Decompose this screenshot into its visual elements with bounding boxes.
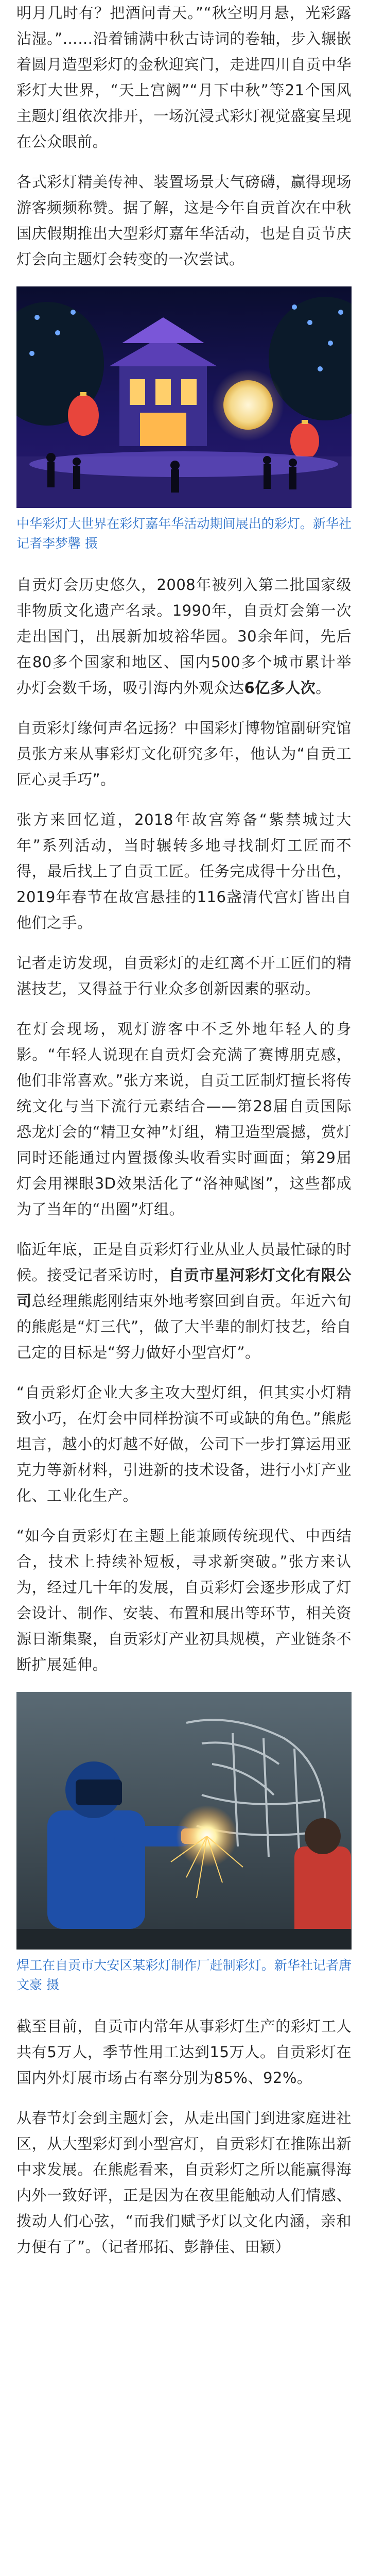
article-paragraph-3 xyxy=(16,572,352,701)
photo-caption-1: 中华彩灯大世界在彩灯嘉年华活动期间展出的彩灯。新华社记者李梦馨 摄 xyxy=(16,516,352,551)
lantern-festival-photo xyxy=(16,286,352,508)
paragraph-8-text: 临近年底，正是自贡彩灯行业从业人员最忙碌的时候。接受记者采访时， xyxy=(16,1241,352,1284)
paragraph-3-end: 。 xyxy=(316,679,331,697)
article-paragraph-12: 从春节灯会到主题灯会，从走出国门到进家庭进社区，从大型彩灯到小型宫灯，自贡彩灯在推陈出新中求发展。在熊彪看来，自贡彩灯之所以能赢得海内外一致好评，正是因为在夜里能触动人们情感、拨动人们心弦，“而我们赋予灯以文化内涵，亲和力便有了”。（记者邢拓、彭静佳、田颖） xyxy=(16,2109,352,2256)
paragraph-8-end: 总经理熊彪刚结束外地考察回到自贡。年近六旬的熊彪是“灯三代”，做了大半辈的制灯技艺，给自己定的目标是“努力做好小型宫灯”。 xyxy=(16,1292,352,1361)
article-paragraph-11: 截至目前，自贡市内常年从事彩灯生产的彩灯工人共有5万人，季节性用工达到15万人。自贡彩灯在国内外灯展市场占有率分别为85%、92%。 xyxy=(16,2018,352,2087)
company-name-highlight: 自贡市星河彩灯文化有限公司 xyxy=(16,1266,352,1310)
article-paragraph-9: “自贡彩灯企业大多主攻大型灯组，但其实小灯精致小巧，在灯会中同样扮演不可或缺的角色。”熊彪坦言，越小的灯越不好做，公司下一步打算运用亚克力等新材料，引进新的技术设备，进行小灯产业化、工业化生产。 xyxy=(16,1384,352,1504)
visitor-count-highlight: 6亿多人次 xyxy=(244,679,316,697)
article-paragraph-5: 张方来回忆道，2018年故宫筹备“紫禁城过大年”系列活动，当时辗转多地寻找制灯工匠而不得，最后找上了自贡工匠。任务完成得十分出色，2019年春节在故宫悬挂的116盏清代宫灯皆出自他们之手。 xyxy=(16,811,352,931)
paragraph-3-text: 自贡灯会历史悠久，2008年被列入第二批国家级非物质文化遗产名录。1990年，自贡灯会第一次走出国门，出展新加坡裕华园。30余年间，先后在80多个国家和地区、国内500多个城市累计举办灯会数千场，吸引海内外观众达 xyxy=(16,576,352,697)
article-paragraph-4: 自贡彩灯缘何声名远扬？中国彩灯博物馆副研究馆员张方来从事彩灯文化研究多年，他认为“自贡工匠心灵手巧”。 xyxy=(16,719,352,788)
lantern-night-scene-illustration xyxy=(16,286,352,508)
welding-workshop-illustration xyxy=(16,1692,352,1950)
photo-caption-2: 焊工在自贡市大安区某彩灯制作厂赶制彩灯。新华社记者唐文豪 摄 xyxy=(16,1958,352,1992)
welder-workshop-photo xyxy=(16,1692,352,1950)
article-paragraph-1: 明月几时有？把酒问青天。”“秋空明月悬，光彩露沾湿。”……沿着铺满中秋古诗词的卷轴，步入辗嵌着圆月造型彩灯的金秋迎宾门，走进四川自贡中华彩灯大世界，“天上宫阙”“月下中秋”等21个国风主题灯组依次排开，一场沉浸式彩灯视觉盛宴呈现在公众眼前。 xyxy=(16,4,352,150)
article-paragraph-8 xyxy=(16,1236,352,1365)
article-paragraph-6: 记者走访发现，自贡彩灯的走红离不开工匠们的精湛技艺，又得益于行业众多创新因素的驱动。 xyxy=(16,954,352,997)
article-paragraph-10: “如今自贡彩灯在主题上能兼顾传统现代、中西结合，技术上持续补短板，寻求新突破。”张方来认为，经过几十年的发展，自贡彩灯会逐步形成了灯会设计、制作、安装、布置和展出等环节，相关资源日渐集聚，自贡彩灯产业初具规模，产业链条不断扩展延伸。 xyxy=(16,1527,352,1673)
article-paragraph-2: 各式彩灯精美传神、装置场景大气磅礴，赢得现场游客频频称赞。据了解，这是今年自贡首次在中秋国庆假期推出大型彩灯嘉年华活动，也是自贡节庆灯会向主题灯会转变的一次尝试。 xyxy=(16,173,352,268)
article-paragraph-7: 在灯会现场，观灯游客中不乏外地年轻人的身影。“年轻人说现在自贡灯会充满了赛博朋克感，他们非常喜欢。”张方来说，自贡工匠制灯擅长将传统文化与当下流行元素结合——第28届自贡国际恐龙灯会的“精卫女神”灯组，精卫造型震撼，赏灯同时还能通过内置摄像头收看实时画面；第29届灯会用裸眼3D效果活化了“洛神赋图”，这些都成为了当年的“出圈”灯组。 xyxy=(16,1020,352,1218)
